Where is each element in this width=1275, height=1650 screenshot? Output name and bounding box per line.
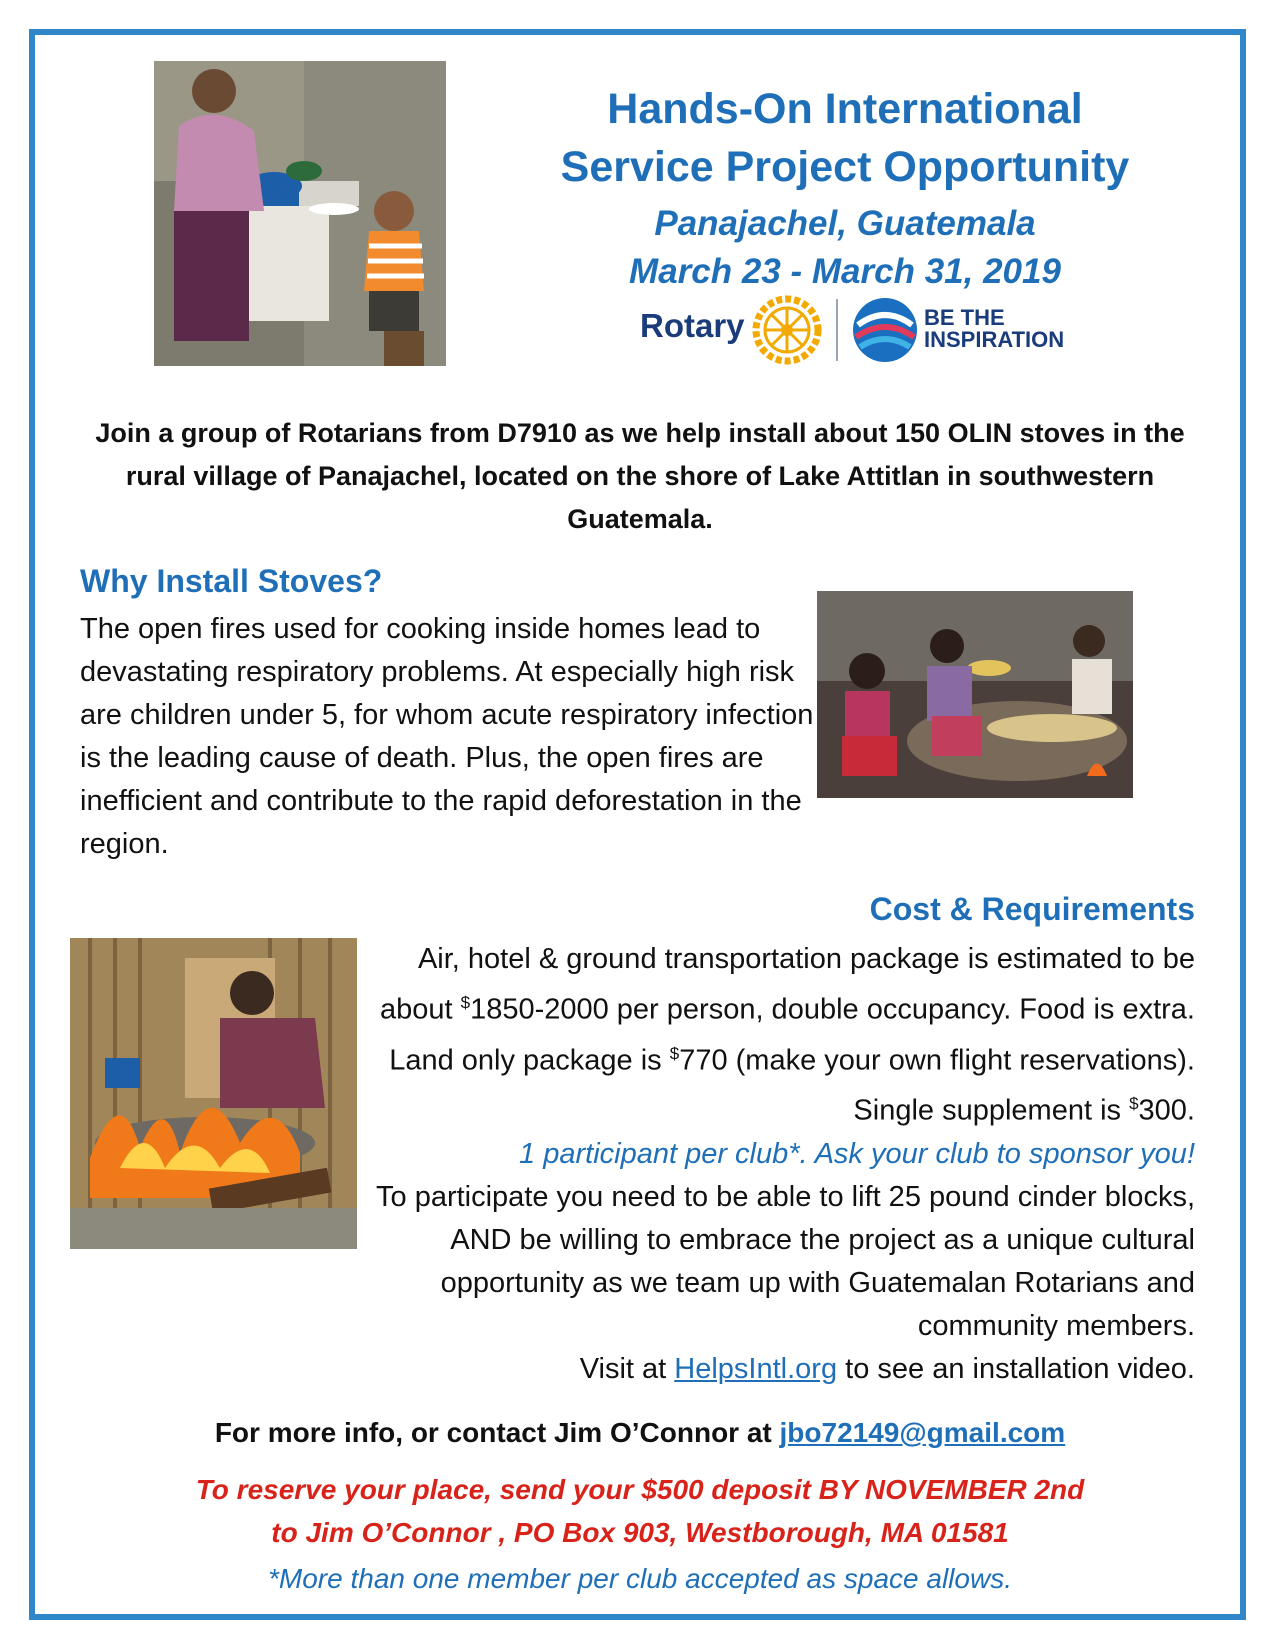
cost-text-3: 770 (make your own flight reservations). Single supplement is <box>679 1044 1195 1127</box>
intro-paragraph: Join a group of Rotarians from D7910 as we help install about 150 OLIN stoves in the rural village of Panajachel, located on the shore of Lake Attitlan in southwestern Guatemala. <box>95 418 1185 534</box>
page-title <box>490 80 1200 196</box>
reserve-notice <box>85 1468 1195 1554</box>
video-line <box>370 1348 1195 1391</box>
event-dates: March 23 - March 31, 2019 <box>629 252 1061 291</box>
reserve-line-2: to Jim O’Connor , PO Box 903, Westborough, MA 01581 <box>271 1517 1009 1548</box>
contact-email-link[interactable]: jbo72149@gmail.com <box>779 1417 1066 1448</box>
requirements-text: To participate you need to be able to lift 25 pound cinder blocks, AND be willing to embrace the project as a unique cultural opportunity as we team up with Guatemalan Rotarians and community members. <box>376 1180 1195 1342</box>
cost-text-4: 300. <box>1138 1094 1195 1127</box>
video-line-suffix: to see an installation video. <box>837 1352 1195 1385</box>
reserve-line-1: To reserve your place, send your $500 deposit BY NOVEMBER 2nd <box>195 1474 1085 1505</box>
be-the-inspiration-icon <box>850 295 920 365</box>
cost-text-1: Air, hotel & ground transportation package is estimated to be about <box>379 943 1195 1026</box>
cost-body <box>370 938 1195 1391</box>
currency-symbol: $ <box>1129 1094 1139 1114</box>
video-line-prefix: Visit at <box>579 1352 675 1385</box>
cost-text-2: 1850-2000 per person, double occupancy. Food is extra. Land only package is <box>389 993 1195 1077</box>
photo-woman-cooking <box>154 61 446 366</box>
helpsintl-link[interactable]: HelpsIntl.org <box>674 1352 838 1385</box>
contact-line <box>85 1417 1195 1449</box>
currency-symbol: $ <box>460 993 471 1012</box>
photo-woman-fire <box>70 938 357 1249</box>
logo-divider <box>836 299 838 361</box>
title-line-1: Hands-On International <box>607 85 1083 133</box>
bti-line-2: INSPIRATION <box>924 327 1065 352</box>
bti-line-1: BE THE <box>924 305 1005 330</box>
event-subtitle <box>490 200 1200 296</box>
contact-text: For more info, or contact Jim O’Connor at <box>214 1417 780 1448</box>
photo-children-fire <box>817 591 1133 798</box>
why-body: The open fires used for cooking inside homes lead to devastating respiratory problems. At especially high risk are children under 5, for whom acute respiratory infection is the leading cause of death. Plus, the open fires are inefficient and contribute to the rapid deforestation in the region. <box>80 613 814 860</box>
be-the-inspiration-text <box>924 307 1064 351</box>
why-heading: Why Install Stoves? <box>80 563 383 599</box>
event-location: Panajachel, Guatemala <box>654 204 1036 243</box>
sponsor-note: 1 participant per club*. Ask your club to sponsor you! <box>519 1137 1195 1170</box>
title-line-2: Service Project Opportunity <box>560 143 1130 191</box>
currency-symbol: $ <box>669 1043 680 1063</box>
footnote: *More than one member per club accepted as space allows. <box>268 1563 1012 1594</box>
logo-bar <box>640 295 1065 365</box>
rotary-logo-text: Rotary <box>640 307 745 344</box>
cost-heading: Cost & Requirements <box>869 891 1195 927</box>
rotary-wheel-icon <box>752 295 822 365</box>
